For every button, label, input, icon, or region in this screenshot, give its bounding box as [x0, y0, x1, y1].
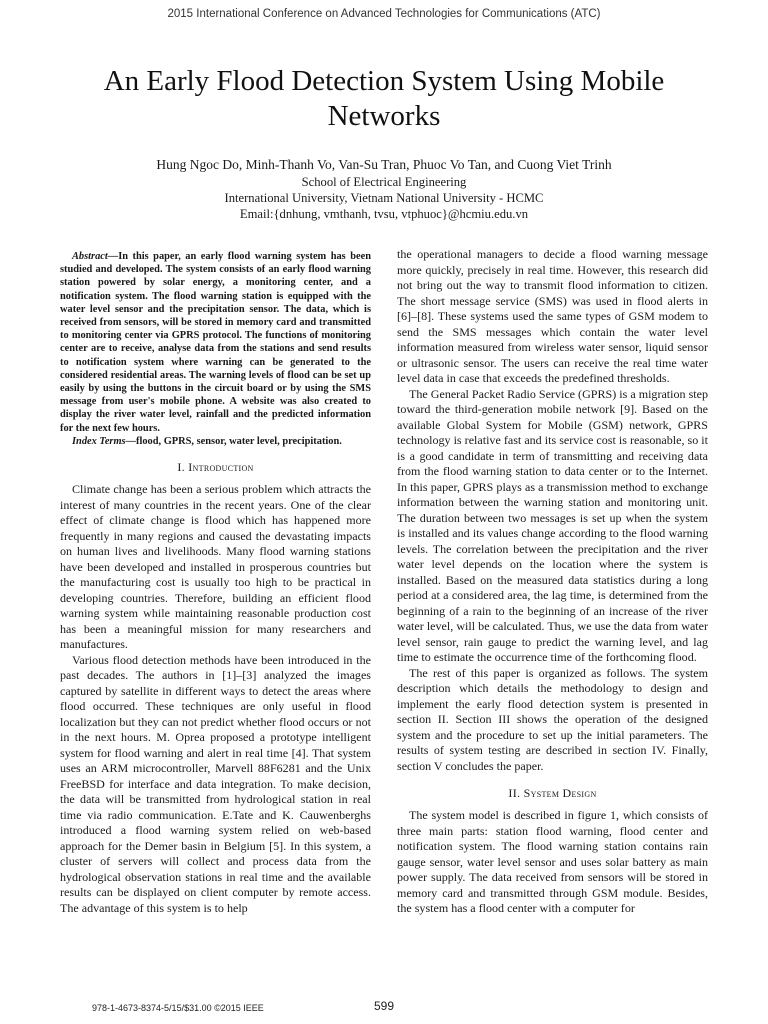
intro-paragraph: Climate change has been a serious problem which attracts the interest of many countries in the recent years. One of the clear effect of climate change is flood which has happened more frequently in many regions and caused the devastating impacts on human lives and livelihoods. Many flood warning stations have been developed and installed in prosperous countries but the manufacturing cost is usually too high to be practical in developing countries. Therefore, building an efficient flood warning system while maintaining reasonable production cost has been a meaningful mission for many researchers and manufactures. [60, 482, 371, 652]
intro-paragraph-continued: the operational managers to decide a flood warning message more quickly, precisely in real time. However, this research did not bring out the way to transmit flood information to citizen. The short message service (SMS) was used in flood alerts in [6]–[8]. These systems used the same types of GSM modem to send the SMS messages which contain the water level information measured from wireless water sensor, liquid sensor or ultrasonic sensor. The users can receive the real time water level data in case that exceeds the predefined thresholds. [397, 247, 708, 385]
author-list: Hung Ngoc Do, Minh-Thanh Vo, Van-Su Tran, Phuoc Vo Tan, and Cuong Viet Trinh [156, 157, 612, 172]
affiliation-school: School of Electrical Engineering [301, 175, 467, 189]
intro-paragraph: The General Packet Radio Service (GPRS) is a migration step toward the third-generation mobile network [9]. Based on the available Global System for Mobile (GSM) network, GPRS technology is relative fast and its service cost is reasonable, so it is a good candidate in term of transmitting and receiving data from the flood warning station to data center or to the Internet. In this paper, GPRS plays as a transmission method to exchange information between the warning station and monitoring unit. The duration between two messages is set up when the system is installed and its values change according to the flood warning levels. The correlation between the precipitation and the river water level depends on the location where the system is installed. Based on the measured data statistics during a long period at a considered area, the lag time, is determined from the beginning of a rain to the beginning of an increase of the river water level, will be calculated. Thus, we use the data from water level sensor, rain gauge to predict the warning level, and lag time to estimate the occurrence time of the forthcoming flood. [397, 386, 708, 664]
intro-paragraph: The rest of this paper is organized as follows. The system description which details the methodology to design and implement the early flood detection system is presented in section II. Section III shows the operation of the designed system and the procedure to set up the initial parameters. The results of system testing are described in section IV. Finally, section V concludes the paper. [397, 665, 708, 773]
footer-copyright: 978-1-4673-8374-5/15/$31.00 ©2015 IEEE [92, 1003, 264, 1013]
design-paragraph: The system model is described in figure 1, which consists of three main parts: station flood warning, flood center and notification system. The flood warning station contains rain gauge sensor, water level sensor and uses solar battery as main power supply. The data received from sensors will be stored in memory card and transmitted through GSM module. Besides, the system has a flood center with a computer for [397, 808, 708, 915]
section-number: II. [508, 786, 521, 800]
paper-title: An Early Flood Detection System Using Mobile Networks [103, 65, 665, 132]
section-number: I. [177, 460, 185, 475]
abstract-text: In this paper, an early flood warning system has been studied and developed. The system consists of an early flood warning station powered by solar energy, a monitoring center, and a notification system. The flood warning station is equipped with the water level sensor and the precipitation sensor. The data, which is received from sensors, will be stored in memory card and transmitted to monitoring center via GPRS protocol. The functions of monitoring center are to receive, analyse data from the stations and send results to notification system where warning can be generated to the considered residential areas. The warning levels of flood can be set up easily by using the buttons in the circuit board or by using the SMS message from user's mobile phone. A website was also created to display the river water level, rainfall and the predicted information for the next few hours. [60, 251, 371, 434]
index-terms [60, 435, 371, 448]
page-number: 599 [374, 999, 395, 1013]
conference-header: 2015 International Conference on Advanced Technologies for Communications (ATC) [167, 8, 601, 20]
section-title: System Design [523, 786, 597, 800]
affiliation-email: Email:{dnhung, vmthanh, tvsu, vtphuoc}@hcmiu.edu.vn [239, 207, 529, 221]
section-title: Introduction [188, 460, 254, 475]
abstract [60, 250, 371, 435]
affiliation-university: International University, Vietnam National University - HCMC [224, 191, 544, 205]
section-heading-system-design [397, 786, 708, 801]
right-column [397, 247, 708, 917]
affiliation-block [0, 174, 768, 222]
intro-paragraph: Various flood detection methods have been introduced in the past decades. The authors in [1]–[3] analyzed the images captured by satellite in different ways to detect the areas where flood occurred. These techniques are only useful in flood localization but they can not predict whether flood occurs or not in the next hours. M. Oprea proposed a prototype intelligent system for flood warning and alert in real time [4]. That system uses an ARM microcontroller, Marvell 88F6281 and the Unix FreeBSD for interface and data integration. To make decision, the data will be transmitted from hydrological station in real time via radio communication. E.Tate and K. Cauwenberghs introduced a flood warning system relied on web-based approach for the Demer basin in Belgium [5]. In this system, a cluster of servers will collect and process data from the hydrological observation stations in real time and the available results can be displayed on client computer by remote access. The advantage of this system is to help [60, 652, 371, 915]
left-column [60, 250, 371, 916]
section-heading-introduction [60, 460, 371, 475]
index-terms-text: flood, GPRS, sensor, water level, precipitation. [136, 435, 342, 447]
index-terms-label: Index Terms— [72, 435, 136, 447]
abstract-label: Abstract— [72, 251, 119, 262]
